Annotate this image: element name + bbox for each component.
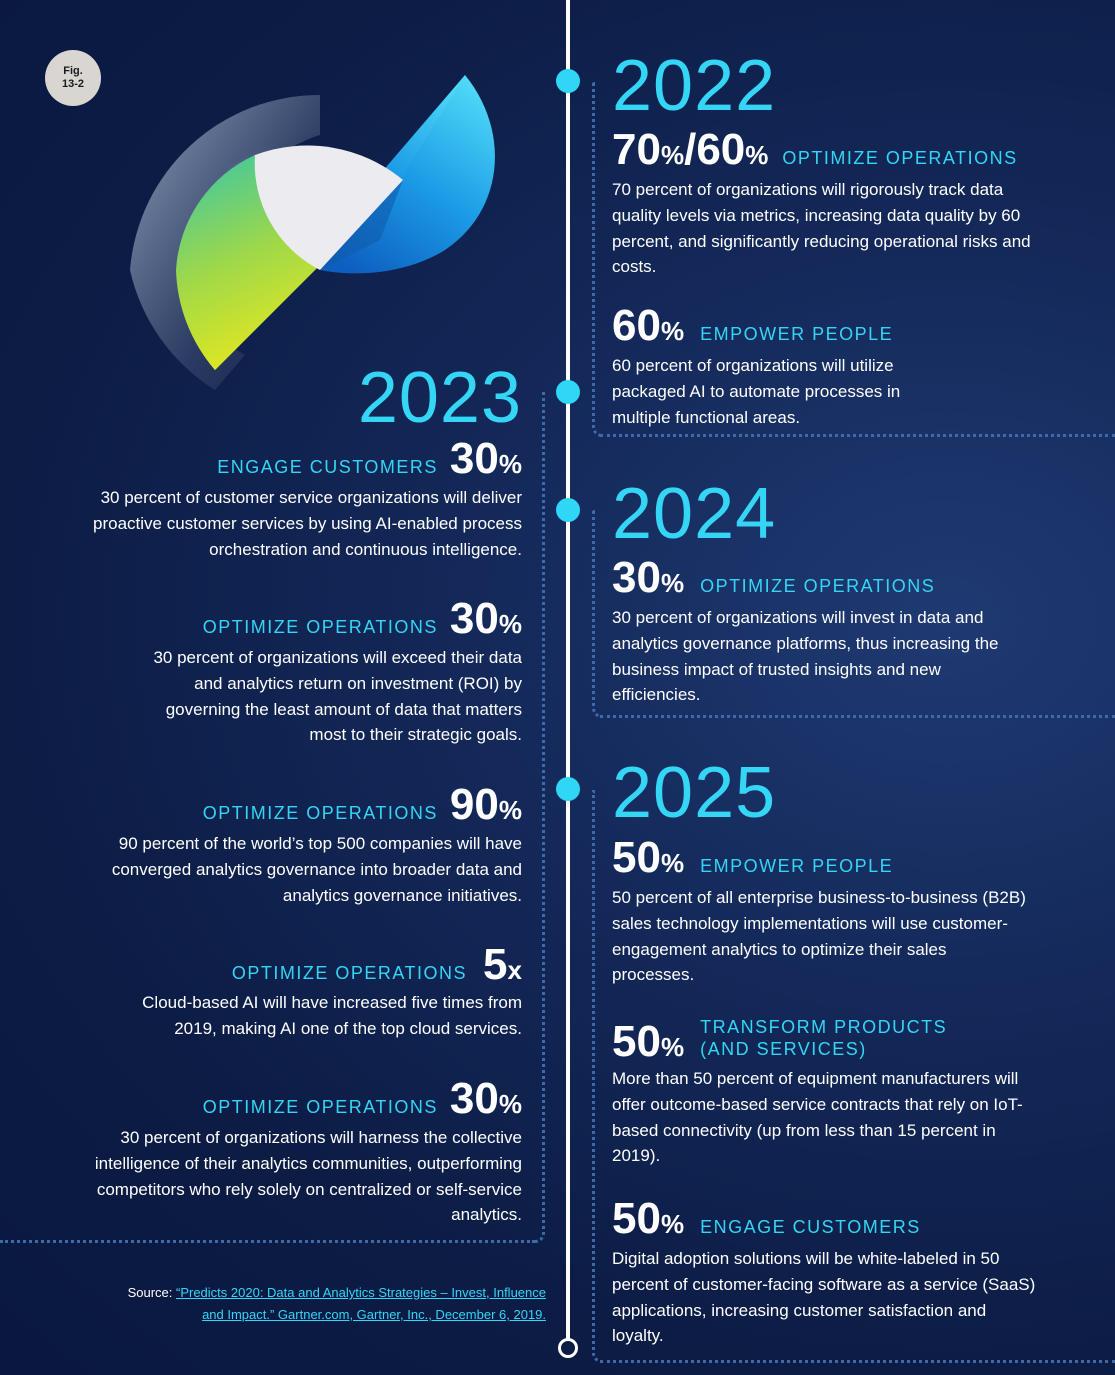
stat-description: 90 percent of the world’s top 500 companies will have converged analytics governance into broader data and analytics governance initiatives. <box>111 834 522 905</box>
stat-2025-3 <box>612 1194 921 1243</box>
stat-2023-2 <box>60 594 522 643</box>
stat-category: OPTIMIZE OPERATIONS <box>202 617 438 637</box>
figure-badge-number: 13-2 <box>61 78 85 90</box>
connector-2025 <box>592 790 603 1363</box>
stat-2023-5 <box>60 1074 522 1123</box>
stat-unit: % <box>660 1209 685 1239</box>
stat-2025-1 <box>612 833 894 882</box>
year-2024: 2024 <box>612 474 777 554</box>
stat-category: OPTIMIZE OPERATIONS <box>231 963 468 983</box>
source-link[interactable]: “Predicts 2020: Data and Analytics Strategies – Invest, Influence and Impact.” Gartner.com, Gartner, Inc., December 6, 2019. <box>176 1285 546 1322</box>
stat-value: / <box>684 125 697 174</box>
divider-2022 <box>600 434 1115 437</box>
timeline-dot-2022 <box>556 69 580 93</box>
figure-badge-label: Fig. <box>63 65 83 77</box>
stat-category: OPTIMIZE OPERATIONS <box>202 803 438 823</box>
timeline-end-dot <box>558 1338 578 1358</box>
stat-2023-3 <box>60 780 522 829</box>
stat-description: Cloud-based AI will have increased five times from 2019, making AI one of the top cloud services. <box>142 993 522 1038</box>
stat-unit: % <box>660 140 685 170</box>
stat-unit: % <box>660 1032 685 1062</box>
stat-unit: % <box>498 795 522 825</box>
stat-description: 30 percent of organizations will exceed their data and analytics return on investment (ROI) by governing the least amount of data that matters most to their strategic goals. <box>153 648 522 745</box>
stat-description: More than 50 percent of equipment manufacturers will offer outcome-based service contracts that rely on IoT-based connectivity (up from less than 15 percent in 2019). <box>612 1069 1023 1166</box>
stat-category: OPTIMIZE OPERATIONS <box>782 148 1018 168</box>
divider-2023 <box>0 1240 535 1243</box>
timeline-line <box>566 0 570 1340</box>
stat-description: 70 percent of organizations will rigorously track data quality levels via metrics, increasing data quality by 60 percent, and significantly reducing operational risks and costs. <box>612 180 1031 277</box>
stat-unit: % <box>660 848 685 878</box>
figure-badge <box>45 50 101 106</box>
connector-2022 <box>592 82 603 437</box>
stat-value: 50 <box>612 833 661 882</box>
stat-category: OPTIMIZE OPERATIONS <box>700 576 936 596</box>
stat-value: 50 <box>612 1194 661 1243</box>
timeline-dot-2023 <box>556 380 580 404</box>
stat-value: 50 <box>612 1017 661 1066</box>
stat-value: 70 <box>612 125 661 174</box>
stat-category: EMPOWER PEOPLE <box>700 856 894 876</box>
year-2025: 2025 <box>612 753 777 833</box>
stat-value: 30 <box>449 594 499 643</box>
stat-category: OPTIMIZE OPERATIONS <box>202 1097 438 1117</box>
stat-value: 5 <box>483 940 508 989</box>
stat-description: 30 percent of customer service organizations will deliver proactive customer services by using AI-enabled process orchestration and continuous intelligence. <box>93 488 522 559</box>
stat-value: 30 <box>449 1074 499 1123</box>
stat-unit: % <box>660 316 685 346</box>
stat-2024-1 <box>612 553 936 602</box>
stat-2023-4 <box>60 940 522 989</box>
divider-2024 <box>600 715 1115 718</box>
timeline-dot-2024 <box>556 498 580 522</box>
stat-2022-1 <box>612 125 1018 174</box>
source-label: Source: <box>127 1285 173 1300</box>
stat-description: 30 percent of organizations will harness the collective intelligence of their analytics communities, outperforming competitors who rely solely on centralized or self-service analytics. <box>94 1128 522 1225</box>
stat-unit: % <box>660 568 685 598</box>
stat-unit: x <box>507 955 522 985</box>
stat-unit: % <box>498 1089 522 1119</box>
stat-category: EMPOWER PEOPLE <box>700 324 894 344</box>
divider-2025 <box>600 1360 1115 1363</box>
year-2022: 2022 <box>612 46 777 126</box>
stat-2023-1 <box>60 434 522 483</box>
stat-description: Digital adoption solutions will be white-labeled in 50 percent of customer-facing software as a service (SaaS) applications, increasing customer satisfaction and loyalty. <box>612 1249 1036 1346</box>
year-2023: 2023 <box>357 358 522 438</box>
stat-2022-2 <box>612 301 894 350</box>
source-citation <box>60 1282 546 1326</box>
stat-category: ENGAGE CUSTOMERS <box>217 457 438 477</box>
stat-category: ENGAGE CUSTOMERS <box>700 1217 921 1237</box>
stat-unit: % <box>745 140 769 170</box>
stat-description: 60 percent of organizations will utilize packaged AI to automate processes in multiple functional areas. <box>612 356 901 427</box>
stat-value: 60 <box>696 125 746 174</box>
stat-value: 30 <box>612 553 661 602</box>
stat-description: 30 percent of organizations will invest in data and analytics governance platforms, thus increasing the business impact of trusted insights and new efficiencies. <box>612 608 999 705</box>
stat-value: 90 <box>449 780 499 829</box>
connector-2024 <box>592 510 603 718</box>
connector-2023 <box>532 392 545 1243</box>
stat-value: 60 <box>612 301 661 350</box>
stat-unit: % <box>498 449 522 479</box>
timeline-dot-2025 <box>556 777 580 801</box>
stat-category-line1: TRANSFORM PRODUCTS <box>700 1017 948 1037</box>
stat-category-line2: (AND SERVICES) <box>700 1039 867 1059</box>
stat-2025-2 <box>612 1016 947 1064</box>
stat-value: 30 <box>449 434 499 483</box>
stat-description: 50 percent of all enterprise business-to-business (B2B) sales technology implementations will use customer-engagement analytics to optimize their sales processes. <box>612 888 1026 985</box>
stat-unit: % <box>498 609 522 639</box>
